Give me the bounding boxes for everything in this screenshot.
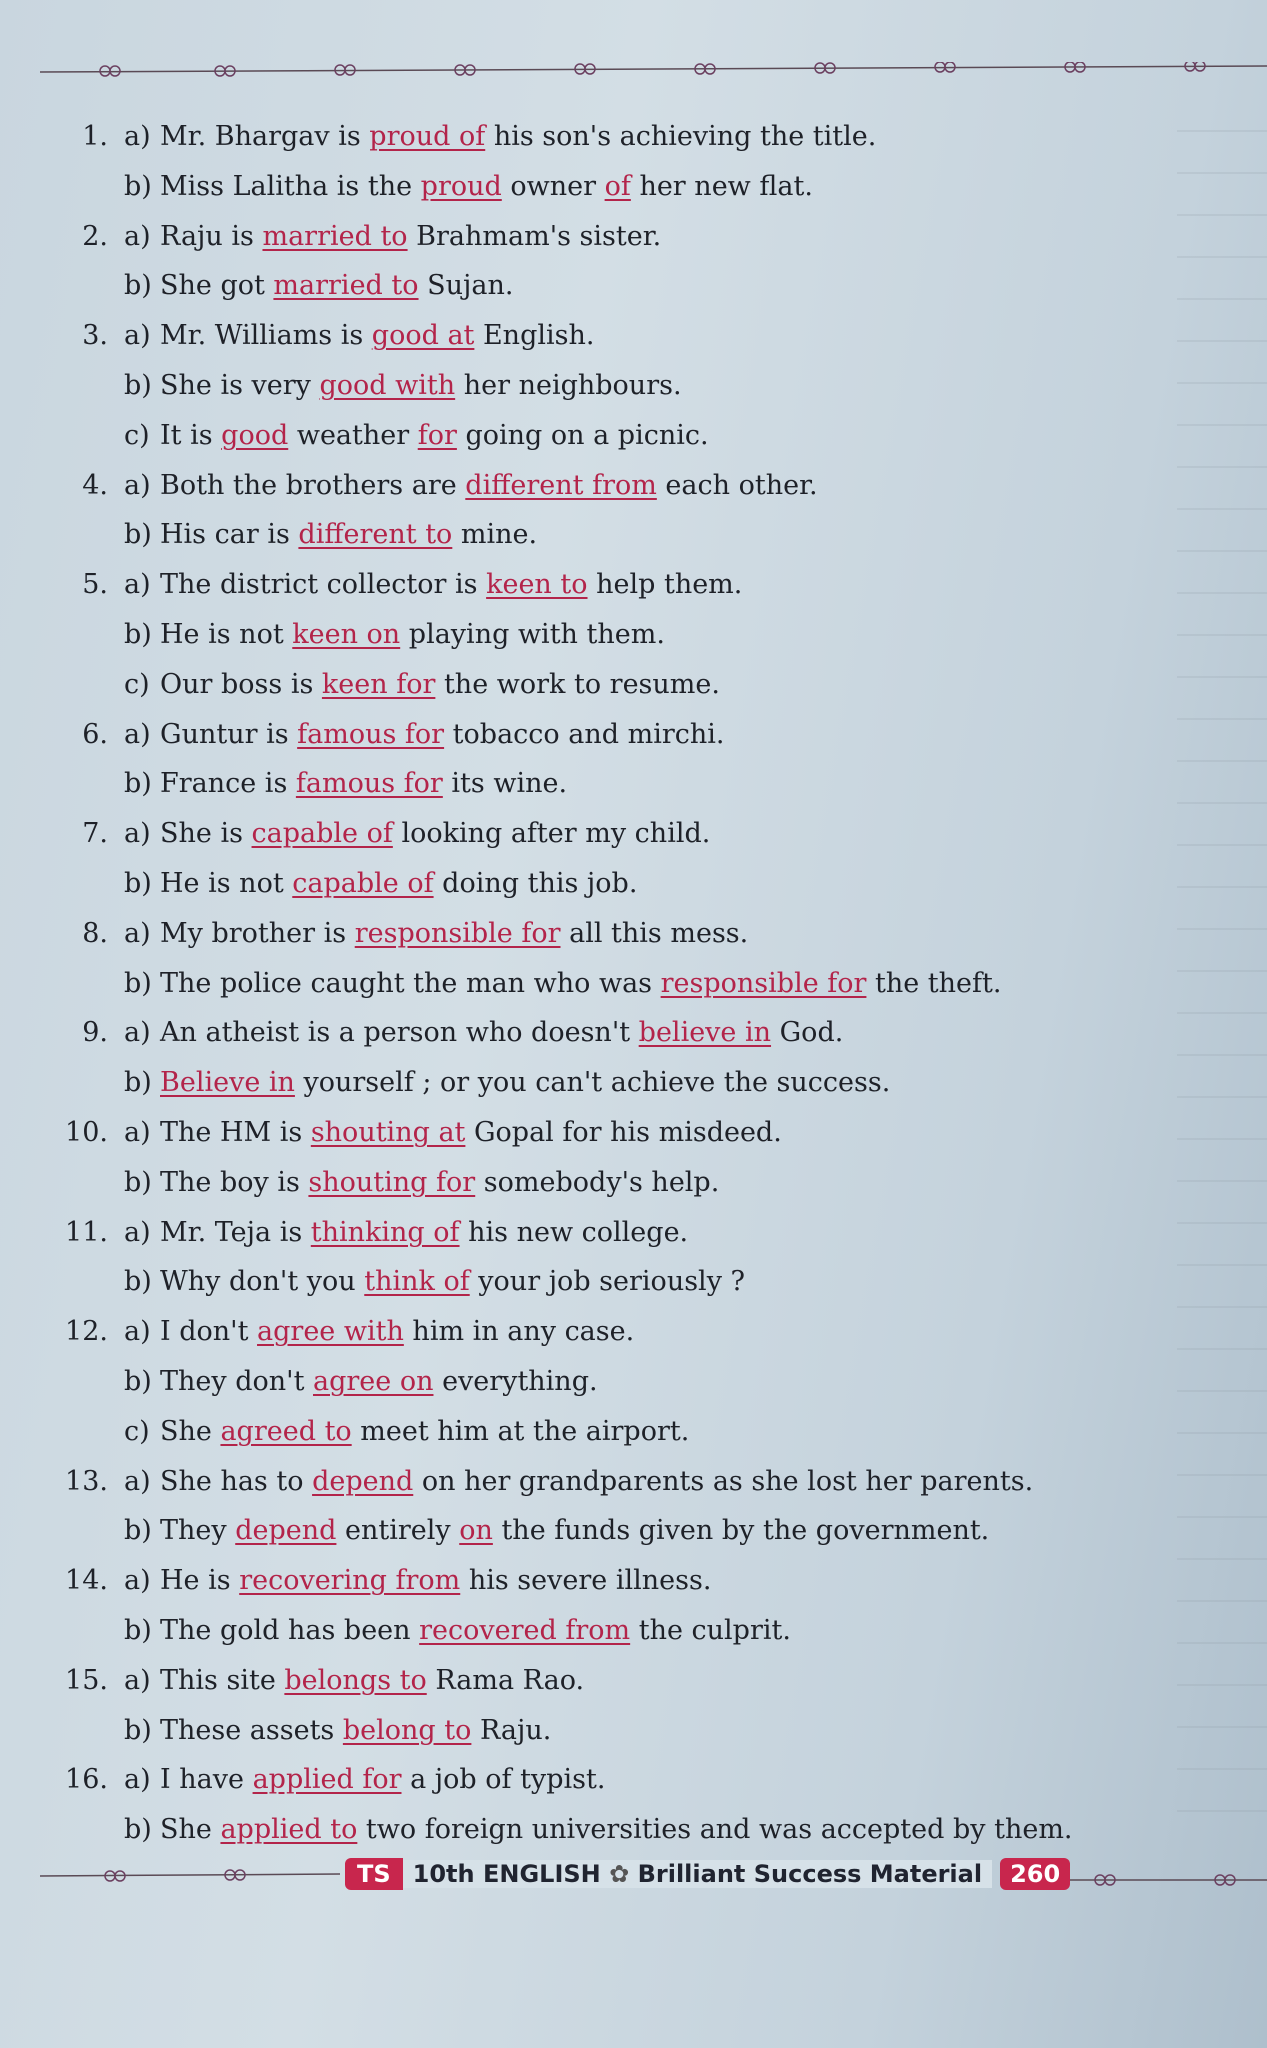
sentence-text bbox=[160, 1556, 711, 1606]
sentence-fragment: Mr. Williams is bbox=[160, 320, 372, 352]
example-sentence bbox=[60, 261, 1240, 311]
sentence-text bbox=[160, 1158, 719, 1208]
sentence-fragment: She is very bbox=[160, 369, 320, 401]
sentence-text bbox=[160, 1506, 989, 1556]
example-sentence bbox=[60, 1755, 1240, 1805]
example-sentence bbox=[60, 1606, 1240, 1656]
highlighted-phrase: keen on bbox=[292, 618, 401, 650]
sentence-fragment: He is not bbox=[160, 867, 293, 899]
sentence-label: a) bbox=[124, 1116, 151, 1148]
example-item bbox=[60, 1307, 1240, 1456]
footer-book-title bbox=[403, 1860, 992, 1888]
sentence-fragment: He is not bbox=[160, 618, 293, 650]
sentence-fragment: a job of typist. bbox=[401, 1764, 606, 1796]
highlighted-phrase: think of bbox=[364, 1266, 470, 1298]
example-sentence bbox=[60, 809, 1240, 859]
sentence-fragment: mine. bbox=[452, 519, 538, 551]
sentence-text bbox=[160, 311, 594, 361]
highlighted-phrase: believe in bbox=[638, 1017, 772, 1049]
sentence-text bbox=[160, 1108, 782, 1158]
example-sentence bbox=[60, 1158, 1240, 1208]
page-number: 260 bbox=[1000, 1858, 1070, 1890]
sentence-fragment: going on a picnic. bbox=[456, 419, 709, 451]
sentence-fragment: the theft. bbox=[866, 967, 1002, 999]
sentence-fragment: doing this job. bbox=[433, 867, 638, 899]
sentence-text bbox=[160, 1606, 791, 1656]
sentence-fragment: his new college. bbox=[459, 1216, 689, 1248]
sentence-fragment: Mr. Teja is bbox=[160, 1216, 311, 1248]
item-number: 1. bbox=[82, 121, 108, 152]
sentence-fragment: They bbox=[160, 1515, 236, 1547]
sentence-label: c) bbox=[124, 419, 150, 451]
sentence-label: c) bbox=[124, 668, 150, 700]
sentence-fragment: him in any case. bbox=[403, 1316, 635, 1348]
item-number: 5. bbox=[82, 569, 108, 601]
highlighted-phrase: agreed to bbox=[220, 1415, 352, 1447]
sentence-label: a) bbox=[124, 1465, 151, 1497]
sentence-fragment: tobacco and mirchi. bbox=[444, 718, 725, 750]
sentence-text bbox=[160, 610, 665, 660]
highlighted-phrase: married to bbox=[273, 270, 419, 302]
sentence-fragment: the funds given by the government. bbox=[492, 1515, 990, 1547]
highlighted-phrase: proud bbox=[420, 170, 502, 202]
sentence-label: b) bbox=[124, 1365, 152, 1397]
example-sentence bbox=[60, 361, 1240, 411]
sentence-label: a) bbox=[124, 469, 151, 501]
sentence-text bbox=[160, 1656, 584, 1706]
highlighted-phrase: different from bbox=[465, 469, 657, 501]
sentence-text bbox=[160, 212, 661, 262]
highlighted-phrase: good bbox=[221, 419, 289, 451]
highlighted-phrase: different to bbox=[298, 519, 453, 551]
sentence-fragment: France is bbox=[160, 768, 296, 800]
sentence-text bbox=[160, 1058, 890, 1108]
preposition-examples-list bbox=[60, 112, 1240, 1855]
sentence-fragment: Rama Rao. bbox=[426, 1664, 585, 1696]
highlighted-phrase: good at bbox=[371, 320, 475, 352]
sentence-text bbox=[160, 1208, 688, 1258]
item-number: 10. bbox=[65, 1116, 108, 1148]
footer-subject: ENGLISH bbox=[482, 1860, 601, 1888]
sentence-label: b) bbox=[124, 1166, 152, 1198]
sentence-text bbox=[160, 461, 818, 511]
highlighted-phrase: Believe in bbox=[160, 1067, 295, 1099]
sentence-fragment: She has to bbox=[160, 1465, 313, 1497]
sentence-label: a) bbox=[124, 569, 151, 601]
sentence-fragment: Why don't you bbox=[160, 1266, 365, 1298]
example-sentence bbox=[60, 1805, 1240, 1855]
highlighted-phrase: applied for bbox=[252, 1764, 402, 1796]
sentence-fragment: The police caught the man who was bbox=[160, 967, 661, 999]
example-sentence bbox=[60, 461, 1240, 511]
sentence-fragment: weather bbox=[288, 419, 418, 451]
example-sentence bbox=[60, 1457, 1240, 1507]
example-sentence bbox=[60, 560, 1240, 610]
sentence-text bbox=[160, 1407, 689, 1457]
item-number: 11. bbox=[65, 1216, 108, 1248]
sentence-fragment: the work to resume. bbox=[435, 668, 720, 700]
highlighted-phrase: capable of bbox=[292, 867, 434, 899]
sentence-fragment: its wine. bbox=[442, 768, 568, 800]
example-item bbox=[60, 1457, 1240, 1557]
sentence-text bbox=[160, 660, 720, 710]
highlighted-phrase: famous for bbox=[297, 718, 445, 750]
sentence-fragment: An atheist is a person who doesn't bbox=[160, 1017, 639, 1049]
sentence-label: a) bbox=[124, 718, 151, 750]
example-item bbox=[60, 1208, 1240, 1308]
sentence-fragment: His car is bbox=[160, 519, 299, 551]
sentence-text bbox=[160, 560, 742, 610]
item-number: 9. bbox=[82, 1017, 108, 1049]
item-number: 12. bbox=[65, 1316, 108, 1348]
sentence-label: b) bbox=[124, 1067, 152, 1099]
sentence-fragment: on her grandparents as she lost her parents. bbox=[413, 1465, 1034, 1497]
example-sentence bbox=[60, 1008, 1240, 1058]
footer-grade: 10th bbox=[412, 1860, 475, 1888]
sentence-text bbox=[160, 1008, 843, 1058]
item-number: 6. bbox=[82, 718, 108, 750]
sentence-fragment: The boy is bbox=[160, 1166, 309, 1198]
sentence-fragment: Gopal for his misdeed. bbox=[465, 1116, 782, 1148]
sentence-label: a) bbox=[124, 1216, 151, 1248]
item-number: 16. bbox=[65, 1764, 108, 1796]
sentence-label: c) bbox=[124, 1415, 150, 1447]
sentence-text bbox=[160, 1257, 745, 1307]
sentence-label: a) bbox=[124, 320, 151, 352]
highlighted-phrase: agree on bbox=[313, 1365, 434, 1397]
example-item bbox=[60, 710, 1240, 810]
sentence-fragment: meet him at the airport. bbox=[351, 1415, 690, 1447]
sentence-text bbox=[160, 1755, 605, 1805]
sentence-fragment: She is bbox=[160, 818, 252, 850]
highlighted-phrase: responsible for bbox=[660, 967, 867, 999]
sentence-label: a) bbox=[124, 121, 151, 152]
sentence-fragment: English. bbox=[474, 320, 595, 352]
sentence-label: a) bbox=[124, 1316, 151, 1348]
example-sentence bbox=[60, 1058, 1240, 1108]
example-sentence bbox=[60, 311, 1240, 361]
sentence-fragment: everything. bbox=[433, 1365, 598, 1397]
example-item bbox=[60, 112, 1240, 212]
sentence-fragment: Both the brothers are bbox=[160, 469, 466, 501]
sentence-fragment: The district collector is bbox=[160, 569, 487, 601]
highlighted-phrase: proud of bbox=[369, 121, 486, 152]
sentence-fragment: her neighbours. bbox=[455, 369, 682, 401]
sentence-text bbox=[160, 510, 537, 560]
highlighted-phrase: recovered from bbox=[419, 1614, 631, 1646]
sentence-fragment: I have bbox=[160, 1764, 253, 1796]
highlighted-phrase: thinking of bbox=[310, 1216, 460, 1248]
sentence-label: b) bbox=[124, 519, 152, 551]
sentence-label: a) bbox=[124, 1565, 151, 1597]
sentence-fragment: It is bbox=[160, 419, 222, 451]
highlighted-phrase: shouting at bbox=[310, 1116, 466, 1148]
highlighted-phrase: belong to bbox=[342, 1714, 472, 1746]
footer-badge: TS bbox=[345, 1858, 403, 1890]
sentence-text bbox=[160, 759, 567, 809]
highlighted-phrase: capable of bbox=[251, 818, 393, 850]
example-sentence bbox=[60, 710, 1240, 760]
highlighted-phrase: keen for bbox=[321, 668, 436, 700]
sentence-text bbox=[160, 162, 813, 212]
highlighted-phrase: famous for bbox=[295, 768, 443, 800]
sentence-label: b) bbox=[124, 867, 152, 899]
sentence-label: b) bbox=[124, 1515, 152, 1547]
sentence-fragment: She bbox=[160, 1415, 221, 1447]
sentence-fragment: entirely bbox=[336, 1515, 460, 1547]
example-sentence bbox=[60, 1307, 1240, 1357]
sentence-text bbox=[160, 1805, 1073, 1855]
sentence-fragment: looking after my child. bbox=[392, 818, 711, 850]
sentence-text bbox=[160, 261, 513, 311]
sentence-text bbox=[160, 809, 710, 859]
sentence-fragment: Raju. bbox=[471, 1714, 552, 1746]
sentence-label: b) bbox=[124, 618, 152, 650]
sentence-label: a) bbox=[124, 1764, 151, 1796]
top-ornamental-rule bbox=[40, 62, 1267, 86]
sentence-label: a) bbox=[124, 1664, 151, 1696]
sentence-fragment: This site bbox=[160, 1664, 285, 1696]
sentence-text bbox=[160, 112, 876, 162]
example-sentence bbox=[60, 1407, 1240, 1457]
highlighted-phrase: depend bbox=[312, 1465, 414, 1497]
sentence-fragment: They don't bbox=[160, 1365, 313, 1397]
sentence-text bbox=[160, 959, 1001, 1009]
highlighted-phrase: depend bbox=[235, 1515, 337, 1547]
sentence-label: b) bbox=[124, 1814, 152, 1846]
sentence-label: b) bbox=[124, 1266, 152, 1298]
example-item bbox=[60, 1656, 1240, 1756]
sentence-fragment: These assets bbox=[160, 1714, 343, 1746]
highlighted-phrase: keen to bbox=[486, 569, 588, 601]
sentence-fragment: The HM is bbox=[160, 1116, 311, 1148]
highlighted-phrase: agree with bbox=[257, 1316, 404, 1348]
sentence-fragment: Sujan. bbox=[418, 270, 514, 302]
sentence-fragment: help them. bbox=[587, 569, 743, 601]
example-item bbox=[60, 1556, 1240, 1656]
highlighted-phrase: shouting for bbox=[308, 1166, 476, 1198]
sentence-fragment: Guntur is bbox=[160, 718, 298, 750]
example-item bbox=[60, 461, 1240, 561]
sentence-fragment: her new flat. bbox=[630, 170, 813, 202]
example-sentence bbox=[60, 510, 1240, 560]
sentence-fragment: Mr. Bhargav is bbox=[160, 121, 370, 152]
highlighted-phrase: applied to bbox=[220, 1814, 358, 1846]
highlighted-phrase: recovering from bbox=[239, 1565, 461, 1597]
sentence-fragment: Brahmam's sister. bbox=[407, 220, 662, 252]
page-footer bbox=[345, 1854, 1070, 1894]
sentence-fragment: He is bbox=[160, 1565, 240, 1597]
sentence-label: a) bbox=[124, 917, 151, 949]
sentence-text bbox=[160, 411, 709, 461]
sentence-text bbox=[160, 1457, 1033, 1507]
example-sentence bbox=[60, 212, 1240, 262]
sentence-label: b) bbox=[124, 1714, 152, 1746]
highlighted-phrase: married to bbox=[262, 220, 408, 252]
sentence-fragment: two foreign universities and was accepted by them. bbox=[357, 1814, 1073, 1846]
example-sentence bbox=[60, 1506, 1240, 1556]
sentence-text bbox=[160, 710, 724, 760]
sentence-label: b) bbox=[124, 967, 152, 999]
sentence-fragment: each other. bbox=[656, 469, 818, 501]
sentence-fragment: somebody's help. bbox=[475, 1166, 720, 1198]
example-sentence bbox=[60, 859, 1240, 909]
sentence-label: a) bbox=[124, 818, 151, 850]
sentence-fragment: the culprit. bbox=[630, 1614, 791, 1646]
highlighted-phrase: for bbox=[417, 419, 457, 451]
sentence-text bbox=[160, 1307, 634, 1357]
sentence-fragment: his severe illness. bbox=[460, 1565, 712, 1597]
sentence-fragment: She bbox=[160, 1814, 221, 1846]
sentence-fragment: I don't bbox=[160, 1316, 258, 1348]
sentence-fragment: God. bbox=[771, 1017, 844, 1049]
sentence-fragment: your job seriously ? bbox=[469, 1266, 746, 1298]
example-sentence bbox=[60, 909, 1240, 959]
example-item bbox=[60, 311, 1240, 460]
example-sentence bbox=[60, 162, 1240, 212]
item-number: 7. bbox=[82, 818, 108, 850]
example-sentence bbox=[60, 1208, 1240, 1258]
sentence-label: a) bbox=[124, 220, 151, 252]
sentence-label: b) bbox=[124, 768, 152, 800]
sentence-fragment: his son's achieving the title. bbox=[485, 121, 877, 152]
example-sentence bbox=[60, 1706, 1240, 1756]
sentence-label: b) bbox=[124, 270, 152, 302]
highlighted-phrase: responsible for bbox=[354, 917, 561, 949]
example-item bbox=[60, 560, 1240, 709]
sentence-text bbox=[160, 1357, 598, 1407]
flower-icon: ✿ bbox=[609, 1860, 630, 1888]
sentence-fragment: owner bbox=[501, 170, 605, 202]
example-sentence bbox=[60, 1357, 1240, 1407]
sentence-fragment: Miss Lalitha is the bbox=[160, 170, 421, 202]
highlighted-phrase: on bbox=[459, 1515, 493, 1547]
highlighted-phrase: belongs to bbox=[284, 1664, 427, 1696]
sentence-fragment: My brother is bbox=[160, 917, 355, 949]
example-sentence bbox=[60, 660, 1240, 710]
example-item bbox=[60, 1108, 1240, 1208]
example-sentence bbox=[60, 1556, 1240, 1606]
item-number: 3. bbox=[82, 320, 108, 352]
example-sentence bbox=[60, 411, 1240, 461]
sentence-fragment: playing with them. bbox=[400, 618, 665, 650]
sentence-label: a) bbox=[124, 1017, 151, 1049]
item-number: 8. bbox=[82, 917, 108, 949]
example-item bbox=[60, 212, 1240, 312]
example-sentence bbox=[60, 112, 1240, 162]
item-number: 14. bbox=[65, 1565, 108, 1597]
sentence-text bbox=[160, 1706, 551, 1756]
sentence-text bbox=[160, 909, 748, 959]
highlighted-phrase: of bbox=[604, 170, 631, 202]
sentence-label: b) bbox=[124, 1614, 152, 1646]
item-number: 13. bbox=[65, 1465, 108, 1497]
sentence-fragment: yourself ; or you can't achieve the success. bbox=[294, 1067, 891, 1099]
sentence-label: b) bbox=[124, 170, 152, 202]
example-sentence bbox=[60, 1257, 1240, 1307]
sentence-fragment: The gold has been bbox=[160, 1614, 420, 1646]
sentence-text bbox=[160, 859, 637, 909]
footer-subtitle: Brilliant Success Material bbox=[637, 1860, 983, 1888]
item-number: 2. bbox=[82, 220, 108, 252]
item-number: 4. bbox=[82, 469, 108, 501]
sentence-label: b) bbox=[124, 369, 152, 401]
example-item bbox=[60, 909, 1240, 1009]
sentence-fragment: all this mess. bbox=[560, 917, 749, 949]
sentence-text bbox=[160, 361, 682, 411]
item-number: 15. bbox=[65, 1664, 108, 1696]
example-sentence bbox=[60, 759, 1240, 809]
sentence-fragment: Raju is bbox=[160, 220, 263, 252]
example-sentence bbox=[60, 1108, 1240, 1158]
example-item bbox=[60, 1008, 1240, 1108]
example-item bbox=[60, 809, 1240, 909]
example-item bbox=[60, 1755, 1240, 1855]
sentence-fragment: She got bbox=[160, 270, 274, 302]
sentence-fragment: Our boss is bbox=[160, 668, 322, 700]
example-sentence bbox=[60, 610, 1240, 660]
example-sentence bbox=[60, 959, 1240, 1009]
example-sentence bbox=[60, 1656, 1240, 1706]
highlighted-phrase: good with bbox=[319, 369, 456, 401]
